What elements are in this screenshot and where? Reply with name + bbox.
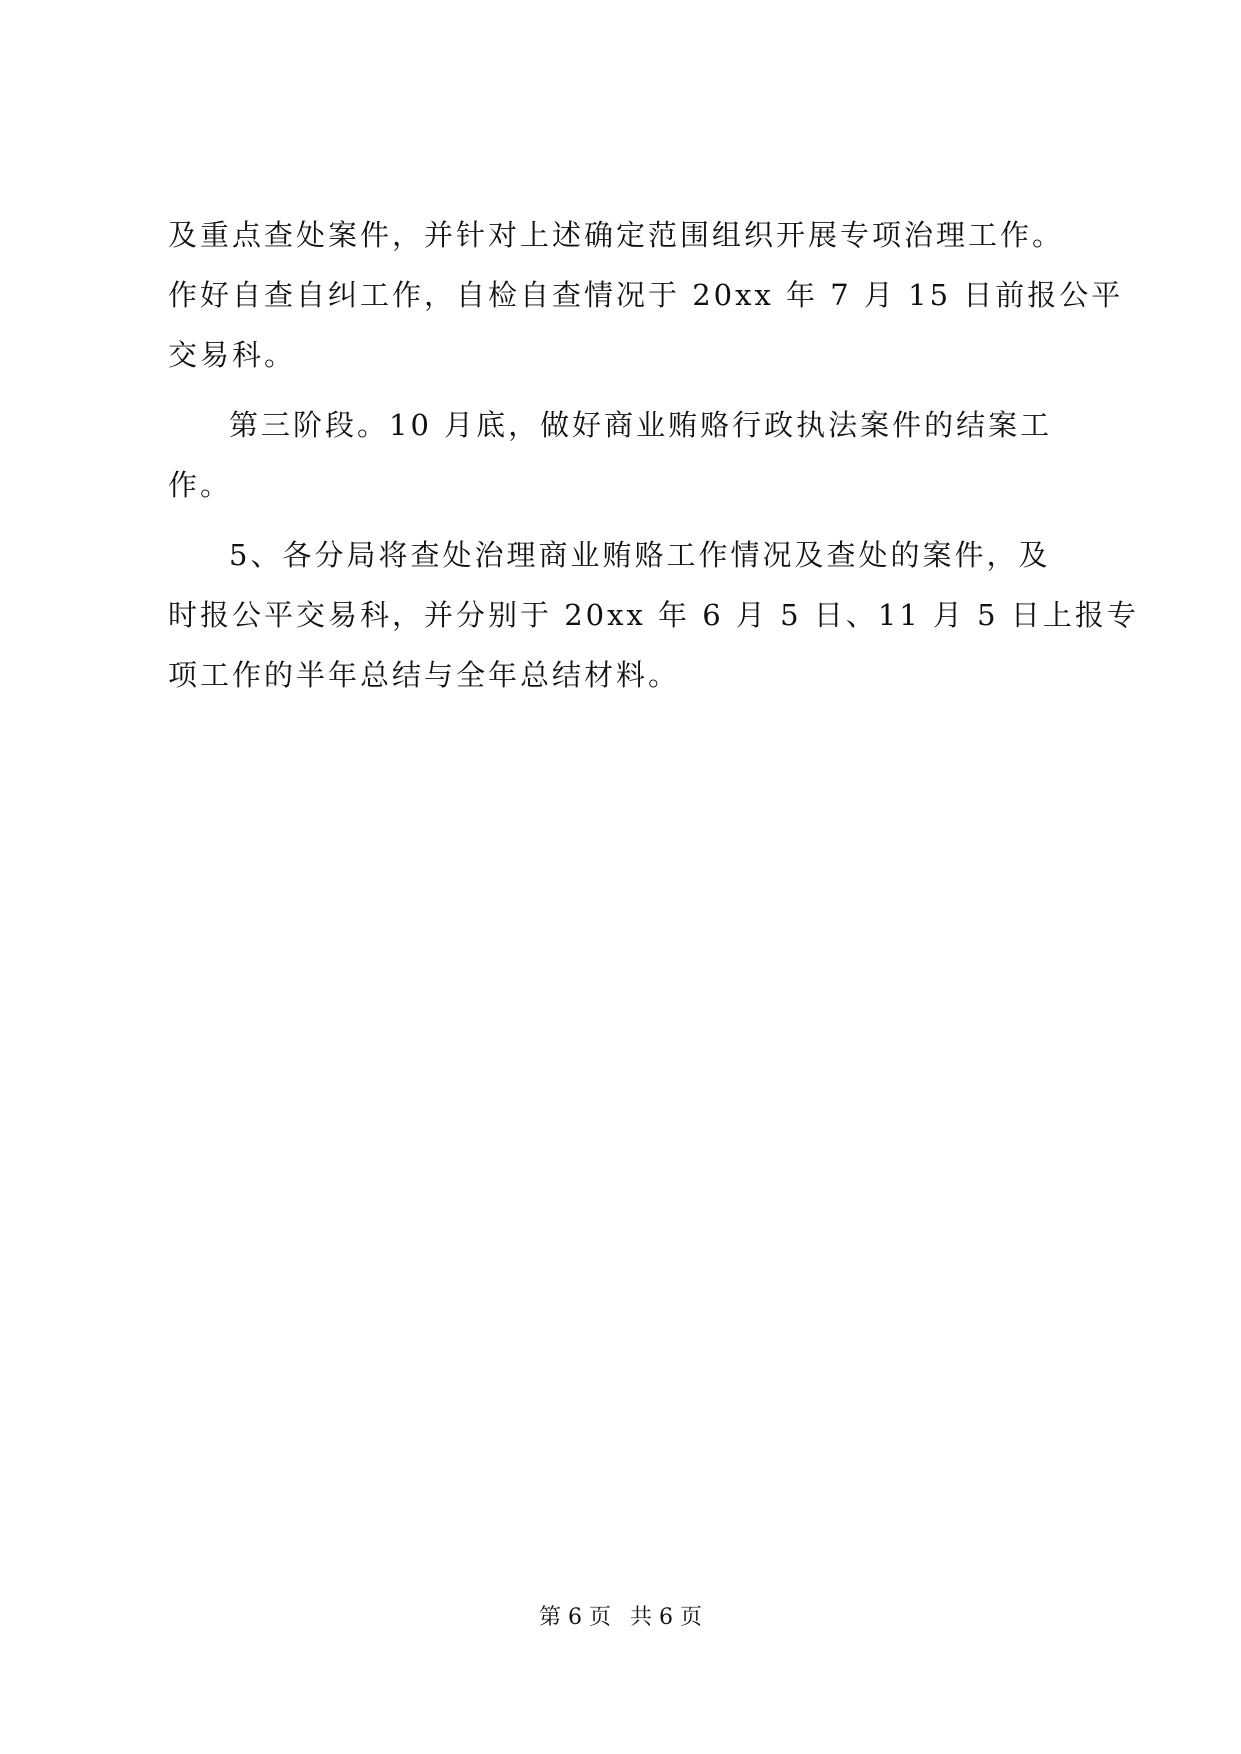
- paragraph-line: 时报公平交易科，并分别于 20xx 年 6 月 5 日、11 月 5 日上报专: [168, 598, 1139, 632]
- paragraph-line: 作。: [168, 468, 233, 502]
- paragraph-2: [168, 395, 1080, 515]
- paragraph-line: 5、各分局将查处治理商业贿赂工作情况及查处的案件，及: [229, 538, 1051, 572]
- paragraph-line: 第三阶段。10 月底，做好商业贿赂行政执法案件的结案工: [229, 408, 1053, 442]
- page-number: 第 6 页: [539, 1605, 611, 1630]
- paragraph-line: 及重点查处案件，并针对上述确定范围组织开展专项治理工作。: [168, 218, 1065, 252]
- paragraph-line: 项工作的半年总结与全年总结材料。: [168, 658, 681, 692]
- page-footer: [0, 1600, 1241, 1631]
- paragraph-line: 作好自查自纠工作，自检自查情况于 20xx 年 7 月 15 日前报公平: [168, 278, 1124, 312]
- document-body: [168, 205, 1139, 705]
- paragraph-line: 交易科。: [168, 338, 297, 372]
- paragraph-3: [168, 525, 1139, 705]
- paragraph-1: [168, 205, 1124, 385]
- page-total: 共 6 页: [630, 1605, 702, 1630]
